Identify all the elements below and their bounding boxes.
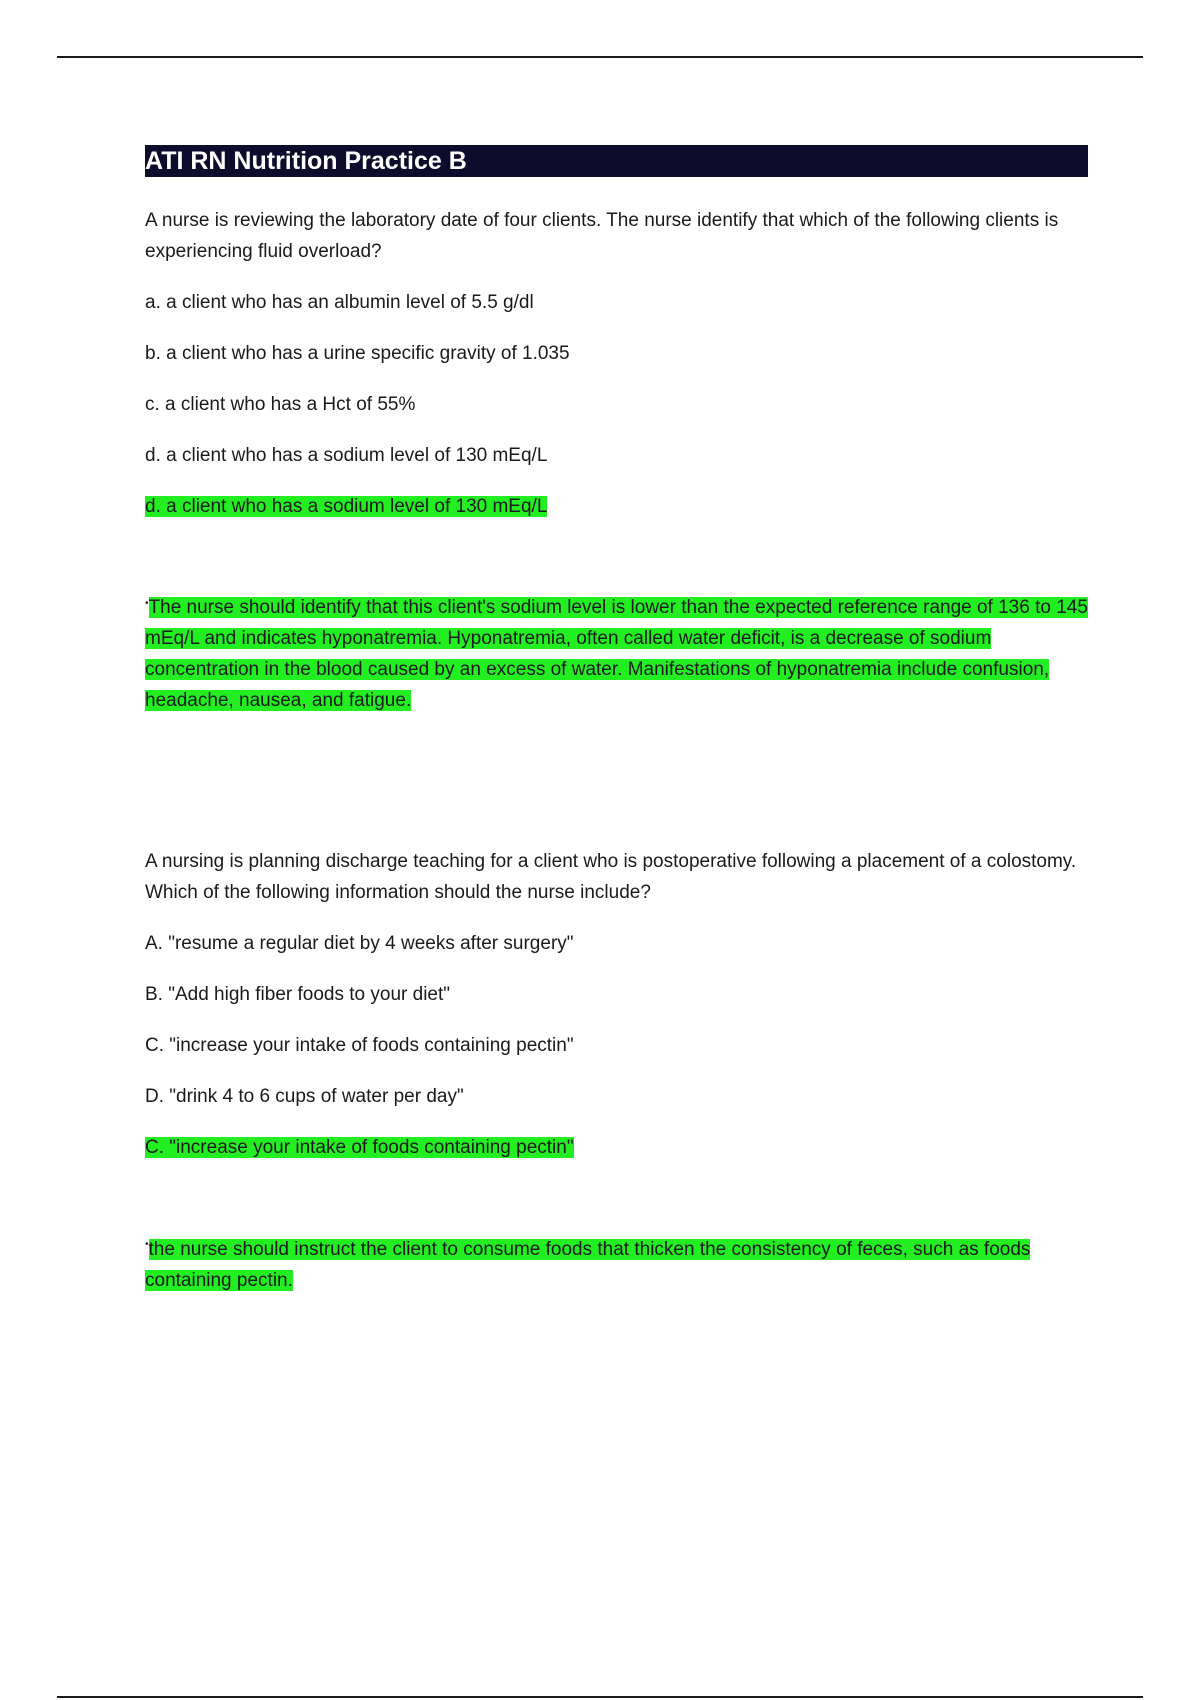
option-a: a. a client who has an albumin level of 5.5 g/dl	[145, 292, 534, 313]
option-d: D. "drink 4 to 6 cups of water per day"	[145, 1086, 464, 1108]
page-title: ATI RN Nutrition Practice B	[145, 145, 1088, 177]
option-a: A. "resume a regular diet by 4 weeks after surgery"	[145, 933, 574, 955]
document-body	[145, 145, 1088, 1296]
rationale-text: the nurse should instruct the client to consume foods that thicken the consistency of feces, such as foods containing pectin.	[145, 1238, 1031, 1291]
rationale	[145, 1229, 1088, 1295]
rationale-text: The nurse should identify that this client's sodium level is lower than the expected reference range of 136 to 145 mEq/L and indicates hyponatremia. Hyponatremia, often called water deficit, is a decrease of sodium concentration in the blood caused by an excess of water. Manifestations of hyponatremia include confusion, headache, nausea, and fatigue.	[145, 597, 1088, 712]
question-2	[145, 846, 1088, 1295]
option-c: C. "increase your intake of foods containing pectin"	[145, 1035, 574, 1057]
bullet: •	[145, 1239, 149, 1251]
correct-answer	[145, 491, 1088, 522]
rationale	[145, 588, 1088, 716]
bottom-divider	[57, 1696, 1143, 1698]
question-stem: A nurse is reviewing the laboratory date of four clients. The nurse identify that which of the following clients is experiencing fluid overload?	[145, 210, 1059, 262]
option-b: B. "Add high fiber foods to your diet"	[145, 984, 451, 1006]
answer-highlight: C. "increase your intake of foods containing pectin"	[145, 1137, 574, 1159]
spacer	[145, 716, 1088, 846]
answer-highlight: d. a client who has a sodium level of 130 mEq/L	[145, 496, 548, 517]
option-b: b. a client who has a urine specific gravity of 1.035	[145, 343, 570, 364]
correct-answer	[145, 1132, 1088, 1163]
top-divider	[57, 56, 1143, 58]
question-1	[145, 205, 1088, 716]
option-d: d. a client who has a sodium level of 130 mEq/L	[145, 445, 548, 466]
question-stem: A nursing is planning discharge teaching for a client who is postoperative following a placement of a colostomy. Which of the following information should the nurse include?	[145, 851, 1077, 904]
bullet: •	[145, 598, 149, 609]
option-c: c. a client who has a Hct of 55%	[145, 394, 416, 415]
